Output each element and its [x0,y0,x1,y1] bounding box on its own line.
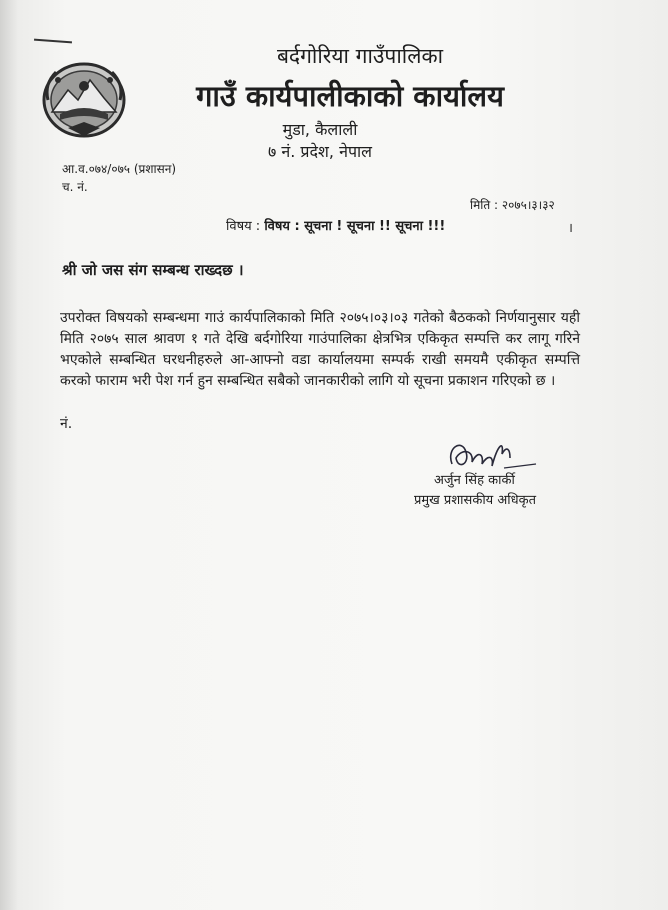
address-line-2: ७ नं. प्रदेश, नेपाल [267,142,373,161]
signatory-title: प्रमुख प्रशासकीय अधिकृत [414,493,537,508]
signatory-name: अर्जुन सिंह कार्की [434,473,515,488]
nepal-government-emblem-icon [38,56,130,142]
office-title: गाउँ कार्यपालीकाको कार्यालय [196,79,504,113]
pen-stroke-mark [34,39,72,44]
subject-label: विषय : [226,219,261,234]
dispatch-number: च. नं. [62,180,88,194]
letter-date: मिति : २०७५।३।३२ [470,198,555,212]
page-edge-shadow [0,0,18,910]
address-line-1: मुडा, कैलाली [282,120,358,139]
notice-body [60,308,580,392]
subject-trailing-mark: । [568,221,573,236]
subject-line [226,216,445,234]
subject-text: विषय : सूचना ! सूचना !! सूचना !!! [264,219,446,234]
body-paragraph: उपरोक्त विषयको सम्बन्धमा गाउं कार्यपालिकाको मिति २०७५।०३।०३ गतेको बैठकको निर्णयानुसार यही मिति २०७५ साल श्रावण १ गते देखि बर्दगोरिया गाउंपालिका क्षेत्रभित्र एकिकृत सम्पत्ति कर लागू गरिने भएकोले सम्बन्धित घरधनीहरुले आ-आफ्नो वडा कार्यालयमा सम्पर्क राखी समयमै एकीकृत सम्पत्ति करको फाराम भरी पेश गर्न हुन सम्बन्धित सबैको जानकारीको लागि यो सूचना प्रकाशन गरिएको छ । [60,310,580,389]
salutation: श्री जो जस संग सम्बन्ध राख्दछ । [62,261,244,279]
handwritten-signature [444,424,544,476]
municipality-name: बर्दगोरिया गाउँपालिका [276,44,444,68]
fiscal-year-reference: आ.व.०७४/०७५ (प्रशासन) [62,162,177,176]
closing-mark: नं. [60,416,73,432]
